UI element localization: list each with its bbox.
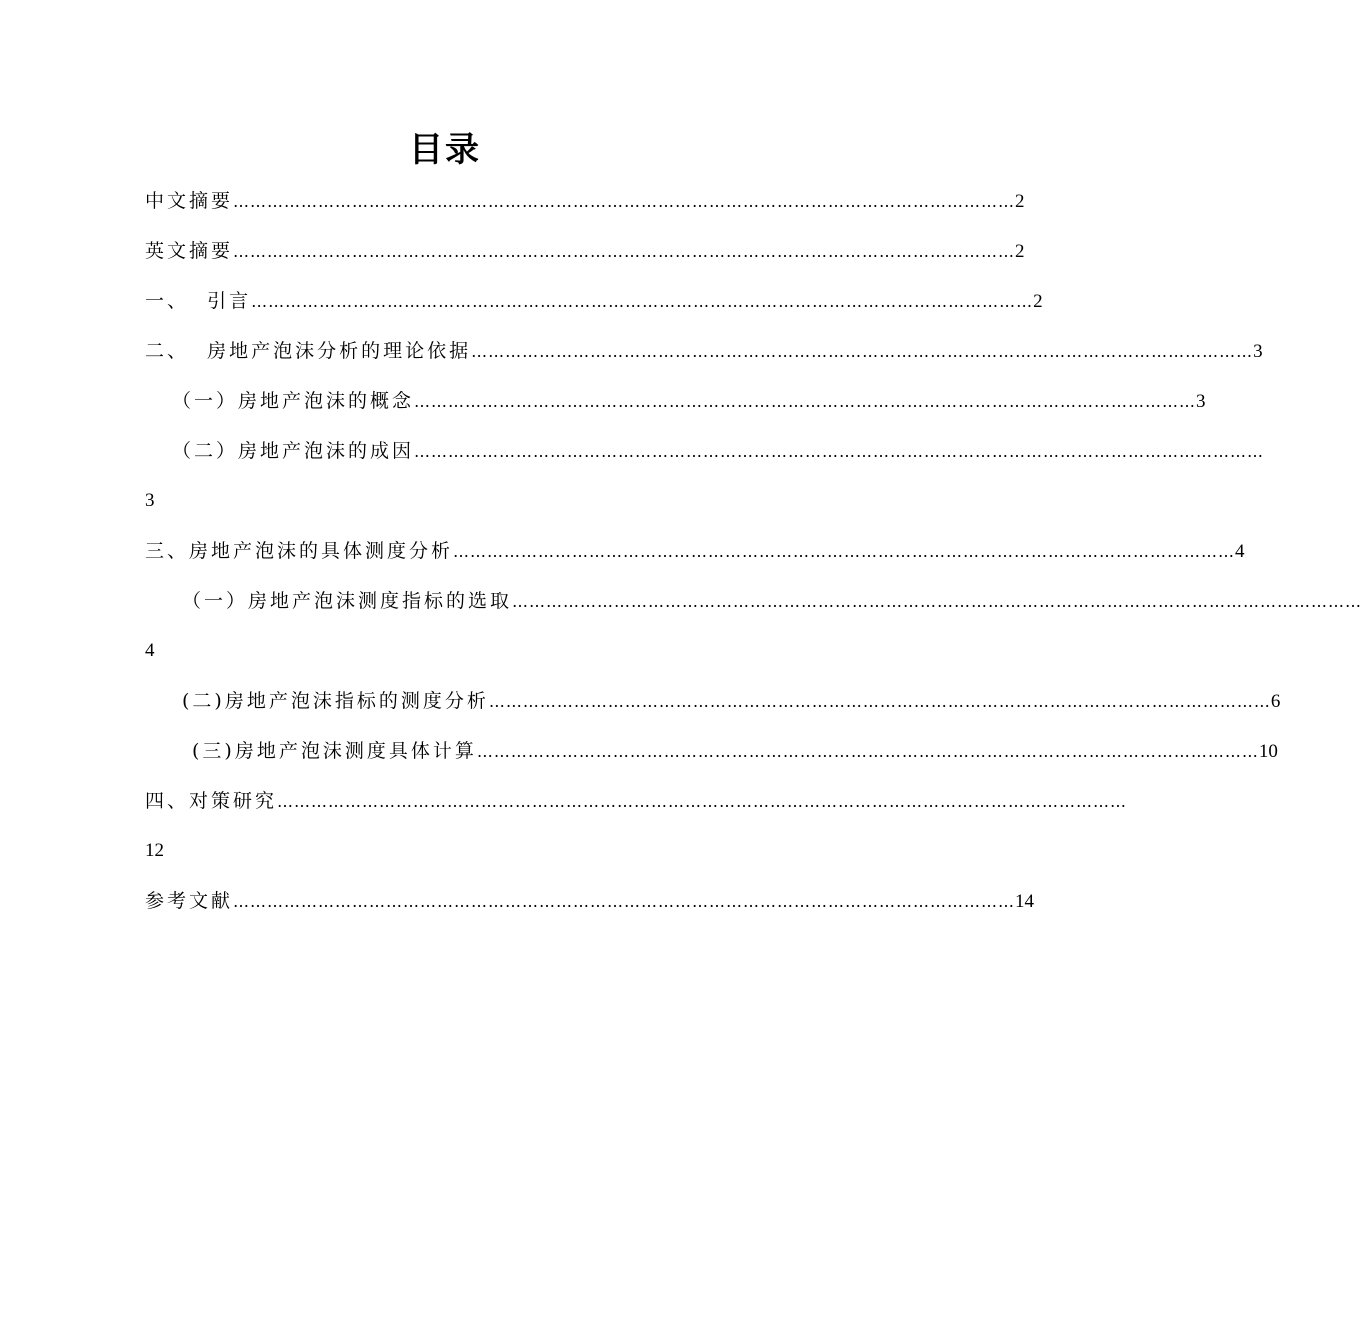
toc-entry[interactable]	[145, 786, 1128, 816]
toc-page-number: 4	[145, 640, 155, 661]
toc-leader: …………………………………………………………………………………………………………………………	[471, 342, 1254, 361]
toc-entry[interactable]	[192, 736, 1278, 766]
toc-entry[interactable]	[172, 436, 1265, 466]
toc-leader: …………………………………………………………………………………………………………………………	[453, 542, 1236, 561]
toc-entry[interactable]	[182, 586, 1362, 616]
toc-entry-label: 三、房地产泡沫的具体测度分析	[145, 540, 454, 562]
toc-page-number: 4	[1235, 541, 1245, 562]
toc-page-number: 2	[1015, 241, 1025, 262]
toc-entry[interactable]	[145, 286, 1043, 316]
toc-page-number: 2	[1015, 191, 1025, 212]
toc-leader: …………………………………………………………………………………………………………………………	[488, 692, 1271, 711]
toc-leader: …………………………………………………………………………………………………………………………	[414, 392, 1197, 411]
toc-page-number: 12	[145, 840, 164, 861]
toc-leader: …………………………………………………………………………………………………………………………	[233, 192, 1016, 211]
toc-page-number: 3	[145, 490, 155, 511]
toc-entry[interactable]	[145, 886, 1035, 916]
toc-leader: …………………………………………………………………………………………………………………………	[233, 892, 1016, 911]
toc-page-number: 3	[1196, 391, 1206, 412]
toc-leader: ……………………………………………………………………………………………………………………………………	[512, 592, 1362, 611]
toc-entry-label: 参考文献	[145, 890, 234, 912]
toc-page-number: 3	[1253, 341, 1263, 362]
toc-entry-label: 二、 房地产泡沫分析的理论依据	[145, 340, 472, 362]
toc-entry[interactable]	[172, 386, 1206, 416]
toc-entry-label: 四、对策研究	[145, 790, 278, 812]
toc-entry[interactable]	[145, 536, 1245, 566]
toc-entry-label: （一）房地产泡沫的概念	[172, 390, 415, 412]
toc-entry[interactable]	[145, 186, 1025, 216]
toc-entry-label: (三)房地产泡沫测度具体计算	[192, 740, 477, 762]
toc-leader: …………………………………………………………………………………………………………………………	[233, 242, 1016, 261]
toc-entry-label: （一）房地产泡沫测度指标的选取	[182, 590, 513, 612]
toc-title: 目录	[409, 130, 481, 170]
toc-entry-label: 英文摘要	[145, 240, 234, 262]
toc-entry-label: (二)房地产泡沫指标的测度分析	[182, 690, 489, 712]
toc-page-number: 6	[1270, 691, 1281, 712]
toc-page-number: 14	[1015, 891, 1035, 912]
toc-leader: …………………………………………………………………………………………………………………………	[476, 742, 1259, 761]
toc-entry-label: （二）房地产泡沫的成因	[172, 440, 415, 462]
toc-page-number: 10	[1258, 741, 1278, 762]
toc-entry[interactable]	[145, 336, 1263, 366]
toc-entry-label: 中文摘要	[145, 190, 234, 212]
toc-leader: ……………………………………………………………………………………………………………………………………	[414, 442, 1265, 461]
toc-page-number: 2	[1033, 291, 1043, 312]
toc-leader: …………………………………………………………………………………………………………………………	[251, 292, 1034, 311]
toc-entry[interactable]	[182, 686, 1281, 716]
toc-entry-label: 一、 引言	[145, 290, 252, 312]
toc-entry[interactable]	[145, 236, 1025, 266]
toc-leader: ……………………………………………………………………………………………………………………………………	[277, 792, 1128, 811]
